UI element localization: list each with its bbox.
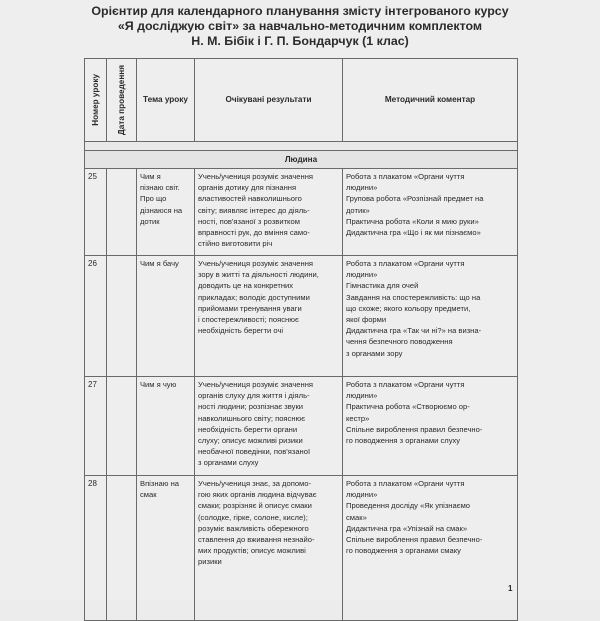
topic-line: Чим я [140,172,161,181]
results-line: Учень/учениця знає, за допомо- [198,479,312,488]
results-line: слуху; описує можливі ризики [198,436,303,446]
spacer-row [85,142,518,151]
comment-cell [343,377,518,476]
comment-line: Спільне вироблення правил безпечно- [346,424,483,434]
comment-line: кестр» [346,413,370,423]
comment-cell [343,256,518,377]
table-row [85,476,518,621]
table-row [85,256,518,377]
comment-line: людини» [346,270,378,280]
results-line: розуміє важливість обережного [198,523,309,533]
section-title: Людина [85,151,518,169]
results-line: ризики [198,557,222,567]
results-cell [195,169,343,256]
topic-cell [137,377,195,476]
comment-line: Дидактична гра «Упізнай на смак» [346,523,468,533]
date-cell [107,476,137,621]
topic-line: пізнаю світ. [140,183,180,193]
comment-cell [343,476,518,621]
results-line: Учень/учениця розуміє значення [198,380,314,389]
results-line: необхідність берегти очі [198,326,284,336]
results-line: мих продуктів; описує можливі [198,546,306,556]
comment-line: якої форми [346,315,387,325]
date-cell [107,169,137,256]
comment-line: з органами зору [346,348,403,358]
results-cell [195,256,343,377]
date-cell [107,377,137,476]
results-line: прийомами тренування уваги [198,303,302,313]
table-row [85,377,518,476]
comment-line: Робота з плакатом «Органи чуття [346,172,465,181]
comment-line: го поводження з органами слуху [346,436,461,446]
comment-line: Робота з плакатом «Органи чуття [346,479,465,488]
results-line: смаки; розрізняє й описує смаки [198,501,312,511]
header-date: Дата проведення [107,59,137,142]
title-line-3: Н. М. Бібік і Г. П. Бондарчук (1 клас) [191,34,409,48]
comment-line: людини» [346,490,378,500]
comment-line: Робота з плакатом «Органи чуття [346,259,465,268]
comment-line: людини» [346,391,378,401]
page-number: 1 [508,584,513,593]
comment-line: Проведення досліду «Як упізнаємо [346,501,471,511]
topic-line: дотик [140,216,160,226]
topic-line: Про що [140,194,167,204]
topic-line: Чим я чую [140,380,177,389]
topic-cell [137,256,195,377]
topic-cell [137,476,195,621]
comment-line: Гімнастика для очей [346,281,419,291]
results-line: доводить це на конкретних [198,281,294,291]
topic-line: смак [140,490,157,500]
results-line: гою яких органів людина відчуває [198,490,317,500]
comment-line: го поводження з органами смаку [346,546,461,556]
comment-line: Дидактична гра «Що і як ми пізнаємо» [346,228,481,238]
comment-line: Групова робота «Розпізнай предмет на [346,194,484,204]
results-line: вправності рук, до вміння само- [198,228,310,238]
lesson-number-cell: 25 [85,169,107,256]
results-line: з органами слуху [198,458,259,468]
comment-line: Практична робота «Створюємо ор- [346,402,470,412]
comment-line: людини» [346,183,378,193]
header-comment: Методичний коментар [343,59,518,142]
results-cell [195,377,343,476]
topic-line: дізнаюся на [140,205,183,215]
header-lesson-number: Номер уроку [85,59,107,142]
document-title [40,4,560,49]
results-line: стійно виготовити річ [198,239,273,249]
results-line: Учень/учениця розуміє значення [198,172,314,181]
topic-line: Впізнаю на [140,479,179,488]
section-row [85,151,518,169]
comment-line: чення безпечного поводження [346,337,453,347]
table-row [85,169,518,256]
planning-table [84,58,518,621]
comment-line: Дидактична гра «Так чи ні?» на визна- [346,326,482,336]
comment-cell [343,169,518,256]
topic-line: Чим я бачу [140,259,179,268]
comment-line: дотик» [346,205,370,215]
results-line: необачної поведінки, пов'язаної [198,447,311,457]
results-cell [195,476,343,621]
results-line: ставлення до вживання незнайо- [198,535,315,545]
lesson-number-cell: 28 [85,476,107,621]
date-cell [107,256,137,377]
results-line: світу; виявляє інтерес до діяль- [198,205,310,215]
results-line: (солодке, гірке, солоне, кисле); [198,512,308,522]
results-line: ності людини; розпізнає звуки [198,402,304,412]
results-line: прикладах; володіє доступними [198,292,310,302]
comment-line: Завдання на спостережливість: що на [346,292,481,302]
comment-line: що схоже; якого кольору предмети, [346,303,471,313]
results-line: і спостережливості; пояснює [198,315,299,325]
results-line: навколишнього світу; пояснює [198,413,306,423]
table-header-row [85,59,518,142]
header-topic: Тема уроку [137,59,195,142]
lesson-number-cell: 26 [85,256,107,377]
results-line: необхідність берегти органи [198,424,298,434]
results-line: ності, пов'язаної з розвитком [198,216,300,226]
comment-line: Робота з плакатом «Органи чуття [346,380,465,389]
results-line: властивостей навколишнього [198,194,302,204]
title-line-1: Орієнтир для календарного планування змісту інтегрованого курсу [91,4,509,18]
results-line: органів дотику для пізнання [198,183,297,193]
header-results: Очікувані результати [195,59,343,142]
comment-line: смак» [346,512,367,522]
results-line: Учень/учениця розуміє значення [198,259,314,268]
topic-cell [137,169,195,256]
comment-line: Практична робота «Коли я мию руки» [346,216,479,226]
lesson-number-cell: 27 [85,377,107,476]
results-line: зору в житті та діяльності людини, [198,270,319,280]
title-line-2: «Я досліджую світ» за навчально-методичним комплектом [117,19,483,33]
results-line: органів слуху для життя і діяль- [198,391,310,401]
comment-line: Спільне вироблення правил безпечно- [346,535,483,545]
